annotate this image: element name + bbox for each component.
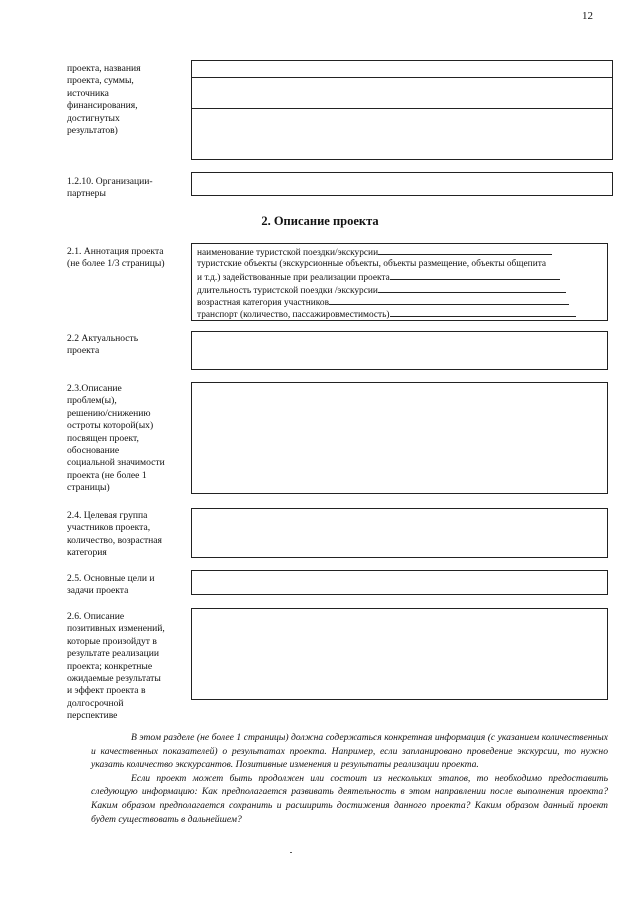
fill-line xyxy=(329,296,569,305)
annotation-label: 2.1. Аннотация проекта (не более 1/3 страницы) xyxy=(67,246,165,270)
fill-line xyxy=(378,246,552,255)
annotation-field[interactable] xyxy=(191,243,608,321)
changes-field[interactable] xyxy=(191,608,608,700)
prior-projects-field[interactable] xyxy=(191,60,613,160)
prior-projects-label: проекта, названия проекта, суммы, источника финансирования, достигнутых результатов) xyxy=(67,63,141,137)
annotation-line-duration: длительность туристской поездки /экскурсии xyxy=(197,284,566,297)
annotation-line-objects-cont: и т.д.) задействованные при реализации проекта xyxy=(197,271,560,284)
note-paragraph: В этом разделе (не более 1 страницы) должна содержаться конкретная информация (с указанием количественных и качественных показателей) о результатах проекта. Например, если запланировано проведение экскурсии, то нужно указать количество экскурсантов. Позитивные изменения и результаты реализации проекта. xyxy=(91,732,608,771)
goals-field[interactable] xyxy=(191,570,608,595)
relevance-field[interactable] xyxy=(191,331,608,370)
annotation-line-age-category: возрастная категория участников xyxy=(197,296,569,309)
partners-label: 1.2.10. Организации- партнеры xyxy=(67,176,153,200)
goals-label: 2.5. Основные цели и задачи проекта xyxy=(67,573,155,597)
prior-projects-divider xyxy=(191,77,613,78)
prior-projects-divider xyxy=(191,108,613,109)
page-number: 12 xyxy=(582,10,593,22)
fill-line xyxy=(390,271,560,280)
partners-field[interactable] xyxy=(191,172,613,196)
target-group-field[interactable] xyxy=(191,508,608,558)
section-title: 2. Описание проекта xyxy=(261,214,379,228)
annotation-line-tour-name: наименование туристской поездки/экскурсии xyxy=(197,246,552,259)
problems-field[interactable] xyxy=(191,382,608,494)
relevance-label: 2.2 Актуальность проекта xyxy=(67,333,139,357)
annotation-line-transport: транспорт (количество, пассажировместимость) xyxy=(197,308,576,321)
changes-label: 2.6. Описание позитивных изменений, которые произойдут в результате реализации проекта; конкретные ожидаемые результаты и эффект проекта в долгосрочной перспективе xyxy=(67,611,165,722)
target-group-label: 2.4. Целевая группа участников проекта, количество, возрастная категория xyxy=(67,510,162,559)
scan-speck xyxy=(290,852,292,853)
problems-label: 2.3.Описание проблем(ы), решению/снижению остроты которой(ых) посвящен проект, обоснование социальной значимости проекта (не более 1 страницы) xyxy=(67,383,165,494)
fill-line xyxy=(390,308,576,317)
fill-line xyxy=(378,284,566,293)
instruction-note xyxy=(91,731,608,826)
annotation-line-objects: туристские объекты (экскурсионные объекты, объекты размещение, объекты общепита xyxy=(197,259,547,269)
note-paragraph: Если проект может быть продолжен или состоит из нескольких этапов, то необходимо предоставить следующую информацию: Как предполагается развивать деятельность в этом направлении после выполнения проекта? Каким образом предполагается сохранить и расширить достижения данного проекта? Каким образом данный проект будет существовать в дальнейшем? xyxy=(91,772,608,825)
